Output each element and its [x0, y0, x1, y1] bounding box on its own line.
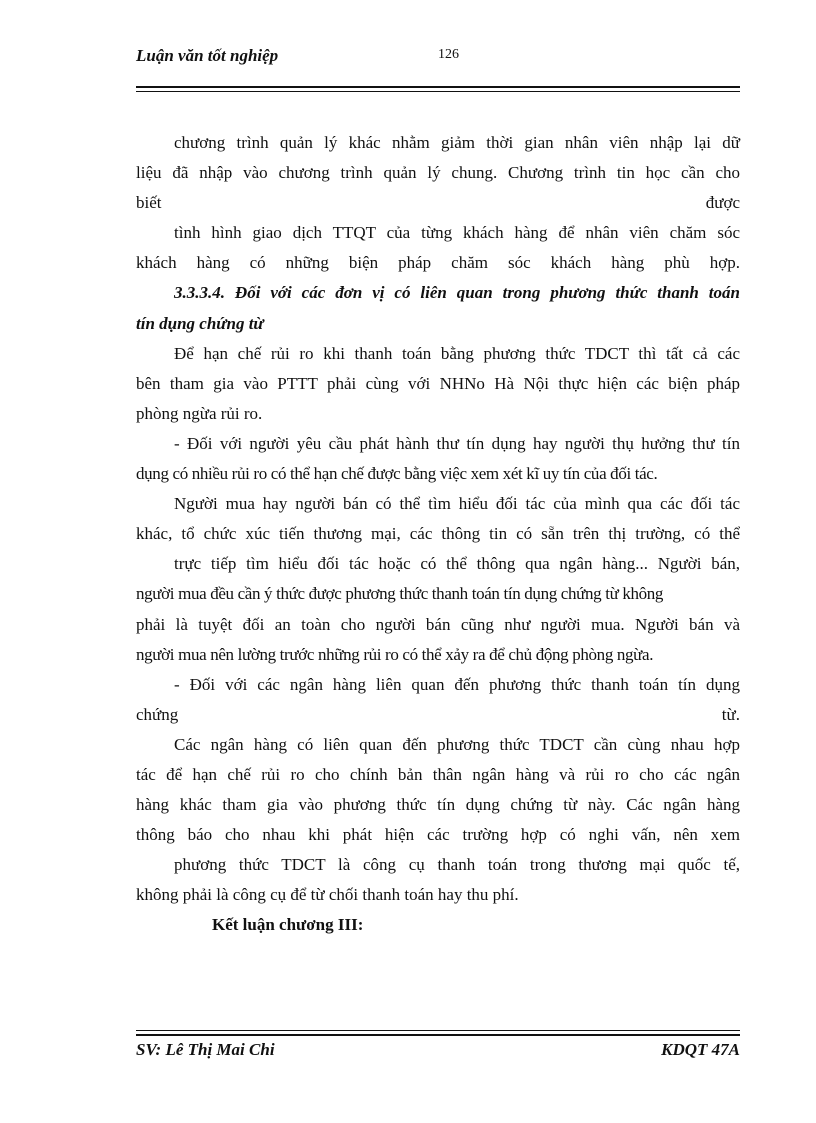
header-rule-bottom — [136, 91, 740, 92]
section-heading-continued: tín dụng chứng từ — [136, 313, 264, 333]
text-line: người mua nên lường trước những rủi ro có thể xảy ra để chủ động phòng ngừa. — [136, 644, 654, 664]
document-body — [136, 128, 740, 941]
footer-author: SV: Lê Thị Mai Chi — [136, 1040, 275, 1059]
text-line: trực tiếp tìm hiểu đối tác hoặc có thể thông qua ngân hàng... Người bán, — [174, 554, 740, 574]
section-heading: 3.3.3.4. Đối với các đơn vị có liên quan trong phương thức thanh toán — [174, 283, 740, 303]
header-rule-top — [136, 86, 740, 88]
text-line: tác để hạn chế rủi ro cho chính bản thân ngân hàng và rủi ro cho các ngân — [136, 764, 740, 784]
page-number: 126 — [438, 47, 459, 62]
text-line: dụng có nhiều rủi ro có thể hạn chế được bằng việc xem xét kĩ uy tín của đối tác. — [136, 464, 658, 484]
footer-rule-bottom — [136, 1034, 740, 1036]
text-line: khách hàng có những biện pháp chăm sóc khách hàng phù hợp. — [136, 253, 740, 273]
text-line: thông báo cho nhau khi phát hiện các trường hợp có nghi vấn, nên xem — [136, 825, 740, 845]
text-line: liệu đã nhập vào chương trình quản lý chung. Chương trình tin học cần cho — [136, 163, 740, 183]
text-line: người mua đều cần ý thức được phương thức thanh toán tín dụng chứng từ không — [136, 584, 664, 604]
footer-class-code: KDQT 47A — [661, 1040, 740, 1059]
text-line: biết được — [136, 193, 740, 213]
text-line: phải là tuyệt đối an toàn cho người bán cũng như người mua. Người bán và — [136, 614, 740, 634]
chapter-conclusion-heading: Kết luận chương III: — [212, 915, 364, 935]
text-line: chứng từ. — [136, 704, 740, 724]
text-line: bên tham gia vào PTTT phải cùng với NHNo Hà Nội thực hiện các biện pháp — [136, 373, 740, 393]
text-line: Người mua hay người bán có thể tìm hiểu đối tác của mình qua các đối tác — [174, 494, 740, 514]
text-line: không phải là công cụ để từ chối thanh toán hay thu phí. — [136, 885, 519, 905]
text-line: - Đối với các ngân hàng liên quan đến phương thức thanh toán tín dụng — [174, 674, 740, 694]
text-line: tình hình giao dịch TTQT của từng khách hàng để nhân viên chăm sóc — [174, 223, 740, 243]
header-title: Luận văn tốt nghiệp — [136, 46, 279, 65]
text-line: chương trình quản lý khác nhằm giảm thời gian nhân viên nhập lại dữ — [174, 133, 740, 152]
text-line: Để hạn chế rủi ro khi thanh toán bằng phương thức TDCT thì tất cả các — [174, 343, 740, 363]
text-line: phòng ngừa rủi ro. — [136, 403, 263, 423]
text-line: Các ngân hàng có liên quan đến phương thức TDCT cần cùng nhau hợp — [174, 734, 740, 754]
text-line: - Đối với người yêu cầu phát hành thư tín dụng hay người thụ hưởng thư tín — [174, 433, 740, 453]
text-line: phương thức TDCT là công cụ thanh toán trong thương mại quốc tế, — [174, 855, 740, 875]
footer-rule-top — [136, 1030, 740, 1031]
text-line: hàng khác tham gia vào phương thức tín dụng chứng từ này. Các ngân hàng — [136, 795, 740, 815]
text-line: khác, tổ chức xúc tiến thương mại, các thông tin có sẵn trên thị trường, có thể — [136, 524, 740, 544]
